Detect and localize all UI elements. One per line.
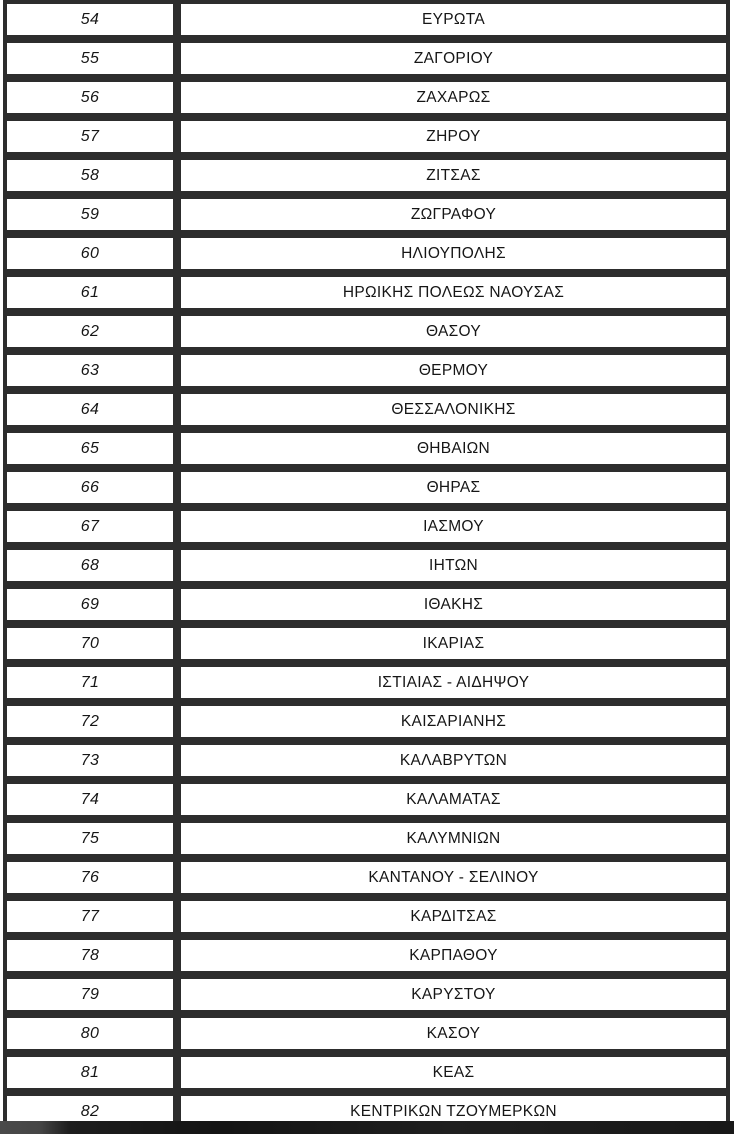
table-row (3, 351, 730, 390)
row-number-cell: 79 (3, 975, 177, 1014)
row-number-cell: 54 (3, 0, 177, 39)
row-number-cell: 78 (3, 936, 177, 975)
municipality-name-cell: ΚΕΝΤΡΙΚΩΝ ΤΖΟΥΜΕΡΚΩΝ (177, 1092, 730, 1131)
table-row (3, 156, 730, 195)
municipality-name-cell: ΚΑΡΥΣΤΟΥ (177, 975, 730, 1014)
row-number-cell: 70 (3, 624, 177, 663)
municipality-table (3, 0, 730, 1131)
table-row (3, 117, 730, 156)
table-row (3, 39, 730, 78)
row-number-cell: 81 (3, 1053, 177, 1092)
municipality-name-cell: ΚΑΛΑΒΡΥΤΩΝ (177, 741, 730, 780)
table-row (3, 0, 730, 39)
row-number-cell: 58 (3, 156, 177, 195)
table-row (3, 546, 730, 585)
municipality-name-cell: ΘΕΡΜΟΥ (177, 351, 730, 390)
row-number-cell: 71 (3, 663, 177, 702)
row-number-cell: 61 (3, 273, 177, 312)
table-row (3, 78, 730, 117)
row-number-cell: 60 (3, 234, 177, 273)
row-number-cell: 67 (3, 507, 177, 546)
municipality-name-cell: ΚΑΡΔΙΤΣΑΣ (177, 897, 730, 936)
municipality-name-cell: ΚΑΡΠΑΘΟΥ (177, 936, 730, 975)
municipality-name-cell: ΖΑΓΟΡΙΟΥ (177, 39, 730, 78)
table-row (3, 624, 730, 663)
municipality-name-cell: ΙΚΑΡΙΑΣ (177, 624, 730, 663)
table-row (3, 429, 730, 468)
municipality-name-cell: ΚΑΛΥΜΝΙΩΝ (177, 819, 730, 858)
municipality-name-cell: ΘΑΣΟΥ (177, 312, 730, 351)
row-number-cell: 72 (3, 702, 177, 741)
table-row (3, 195, 730, 234)
row-number-cell: 65 (3, 429, 177, 468)
municipality-name-cell: ΙΣΤΙΑΙΑΣ - ΑΙΔΗΨΟΥ (177, 663, 730, 702)
municipality-name-cell: ΖΙΤΣΑΣ (177, 156, 730, 195)
row-number-cell: 68 (3, 546, 177, 585)
municipality-name-cell: ΚΑΣΟΥ (177, 1014, 730, 1053)
table-row (3, 234, 730, 273)
municipality-name-cell: ΕΥΡΩΤΑ (177, 0, 730, 39)
table-row (3, 780, 730, 819)
table-row (3, 819, 730, 858)
municipality-name-cell: ΙΘΑΚΗΣ (177, 585, 730, 624)
row-number-cell: 59 (3, 195, 177, 234)
scan-bottom-edge (0, 1121, 734, 1134)
row-number-cell: 73 (3, 741, 177, 780)
municipality-name-cell: ΚΕΑΣ (177, 1053, 730, 1092)
table-row (3, 585, 730, 624)
row-number-cell: 55 (3, 39, 177, 78)
row-number-cell: 56 (3, 78, 177, 117)
row-number-cell: 63 (3, 351, 177, 390)
municipality-name-cell: ΖΗΡΟΥ (177, 117, 730, 156)
municipality-name-cell: ΖΑΧΑΡΩΣ (177, 78, 730, 117)
row-number-cell: 76 (3, 858, 177, 897)
table-row (3, 663, 730, 702)
municipality-name-cell: ΚΑΛΑΜΑΤΑΣ (177, 780, 730, 819)
table-row (3, 468, 730, 507)
table-row (3, 273, 730, 312)
table-row (3, 741, 730, 780)
table-row (3, 975, 730, 1014)
row-number-cell: 57 (3, 117, 177, 156)
table-row (3, 312, 730, 351)
municipality-name-cell: ΘΗΡΑΣ (177, 468, 730, 507)
table-row (3, 702, 730, 741)
row-number-cell: 64 (3, 390, 177, 429)
table-row (3, 897, 730, 936)
municipality-name-cell: ΚΑΙΣΑΡΙΑΝΗΣ (177, 702, 730, 741)
row-number-cell: 77 (3, 897, 177, 936)
table-row (3, 1053, 730, 1092)
table-row (3, 1014, 730, 1053)
municipality-name-cell: ΘΕΣΣΑΛΟΝΙΚΗΣ (177, 390, 730, 429)
row-number-cell: 69 (3, 585, 177, 624)
table-row (3, 390, 730, 429)
municipality-name-cell: ΙΑΣΜΟΥ (177, 507, 730, 546)
row-number-cell: 82 (3, 1092, 177, 1131)
municipality-name-cell: ΚΑΝΤΑΝΟΥ - ΣΕΛΙΝΟΥ (177, 858, 730, 897)
row-number-cell: 62 (3, 312, 177, 351)
municipality-name-cell: ΗΛΙΟΥΠΟΛΗΣ (177, 234, 730, 273)
row-number-cell: 74 (3, 780, 177, 819)
table-row (3, 858, 730, 897)
table-row (3, 936, 730, 975)
row-number-cell: 75 (3, 819, 177, 858)
row-number-cell: 66 (3, 468, 177, 507)
municipality-name-cell: ΖΩΓΡΑΦΟΥ (177, 195, 730, 234)
municipality-name-cell: ΗΡΩΙΚΗΣ ΠΟΛΕΩΣ ΝΑΟΥΣΑΣ (177, 273, 730, 312)
municipality-name-cell: ΘΗΒΑΙΩΝ (177, 429, 730, 468)
row-number-cell: 80 (3, 1014, 177, 1053)
municipality-name-cell: ΙΗΤΩΝ (177, 546, 730, 585)
table-row (3, 507, 730, 546)
